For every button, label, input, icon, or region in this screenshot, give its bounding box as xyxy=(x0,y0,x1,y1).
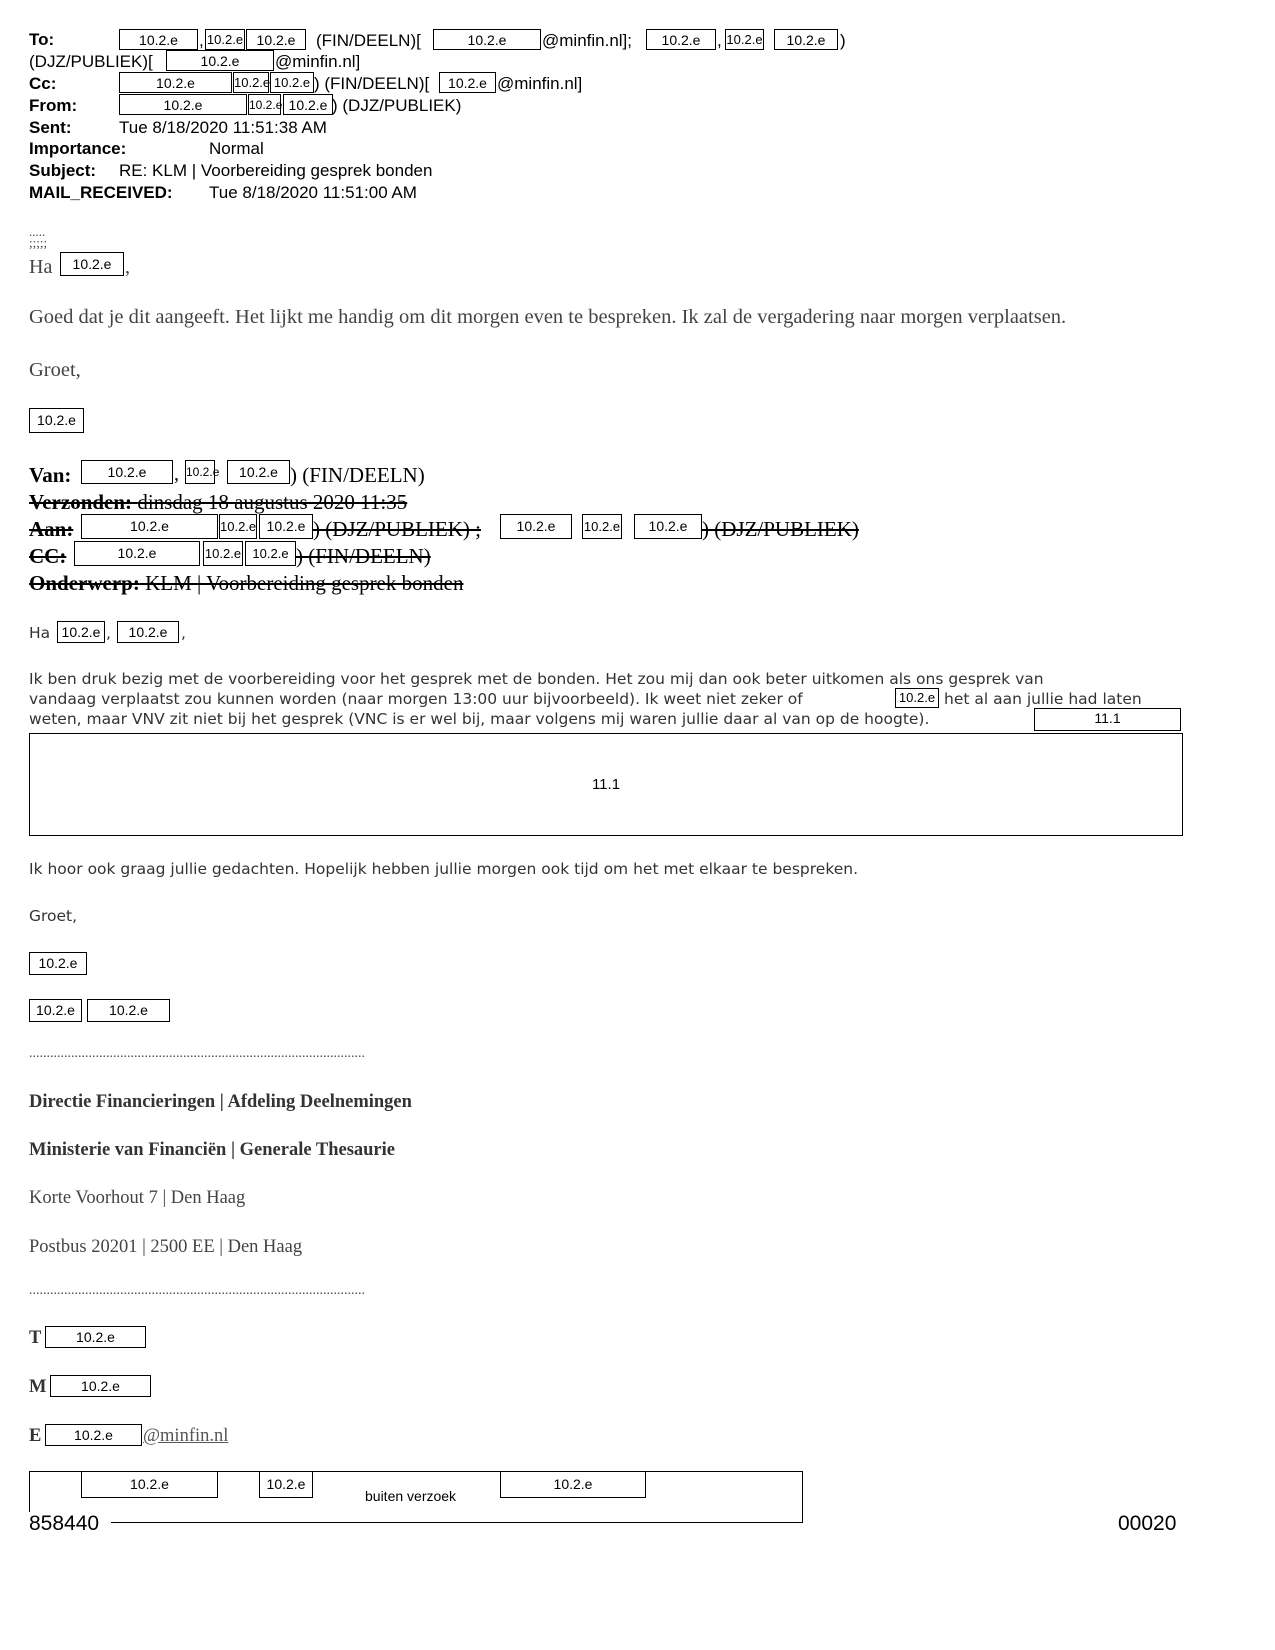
original-greeting-sep: , xyxy=(106,624,111,642)
to-sep: , xyxy=(199,31,204,50)
redaction-box: 10.2.e xyxy=(45,1326,146,1348)
redaction-box: 10.2.e xyxy=(433,29,541,50)
cc-domain: @minfin.nl] xyxy=(497,74,583,93)
redaction-box: 10.2.e xyxy=(246,29,306,50)
redaction-box: 10.2.e xyxy=(185,460,215,484)
message-line-1: Ik ben druk bezig met de voorbereiding voor het gesprek met de bonden. Het zou mij dan ook beter uitkomen als ons gesprek van xyxy=(29,670,1044,688)
redaction-box: 10.2.e xyxy=(582,514,622,539)
verzonden-row xyxy=(29,490,407,515)
signature-divider-top: ................................................................................................ xyxy=(29,1046,365,1061)
redaction-box: 10.2.e xyxy=(500,514,572,539)
redaction-box: 10.2.e xyxy=(45,1424,142,1446)
to-paren-close: ) xyxy=(840,31,846,50)
phone-label: T xyxy=(29,1328,42,1348)
verzonden-value: dinsdag 18 augustus 2020 11:35 xyxy=(137,490,408,514)
redaction-box: 10.2.e xyxy=(74,541,200,566)
page-number: 00020 xyxy=(1118,1512,1177,1535)
redaction-box: 10.2.e xyxy=(81,460,173,484)
importance-label: Importance: xyxy=(29,139,127,158)
redaction-box: 10.2.e xyxy=(87,999,170,1022)
redaction-box: 10.2.e xyxy=(119,72,232,93)
subject-value: RE: KLM | Voorbereiding gesprek bonden xyxy=(119,161,433,180)
received-label: MAIL_RECEIVED: xyxy=(29,183,173,202)
aan-org2: ) (DJZ/PUBLIEK) xyxy=(702,517,859,541)
onderwerp-row xyxy=(29,571,463,596)
redaction-box: 10.2.e xyxy=(203,541,243,566)
redaction-box: 10.2.e xyxy=(117,621,179,643)
redaction-box: 10.2.e xyxy=(50,1375,151,1397)
message-line-4: Ik hoor ook graag jullie gedachten. Hopelijk hebben jullie morgen ook tijd om het met elkaar te bespreken. xyxy=(29,860,859,878)
subject-label: Subject: xyxy=(29,161,97,180)
redaction-box: 10.2.e xyxy=(29,952,87,975)
original-greeting: Ha xyxy=(29,624,51,642)
message-closing: Groet, xyxy=(29,907,78,925)
reply-closing: Groet, xyxy=(29,359,81,381)
redaction-box: 10.2.e xyxy=(500,1471,646,1498)
redaction-box: 10.2.e xyxy=(725,29,764,50)
to-line2-org: (DJZ/PUBLIEK)[ xyxy=(29,52,153,71)
signature-dept: Directie Financieringen | Afdeling Deelnemingen xyxy=(29,1092,412,1112)
redaction-box: 10.2.e xyxy=(270,72,314,93)
redaction-box: 10.2.e xyxy=(259,1471,313,1498)
redaction-box: 10.2.e xyxy=(57,621,105,643)
cc-label: Cc: xyxy=(29,74,57,93)
to-sep2: , xyxy=(717,31,722,50)
van-label: Van: xyxy=(29,463,72,487)
header-to-row xyxy=(29,30,54,50)
forward-cc-label: CC: xyxy=(29,544,67,568)
redaction-box: 10.2.e xyxy=(227,460,290,484)
reply-body: Goed dat je dit aangeeft. Het lijkt me handig om dit morgen even te bespreken. Ik zal de vergadering naar morgen verplaatsen. xyxy=(29,306,1067,328)
message-line-3: weten, maar VNV zit niet bij het gesprek (VNC is er wel bij, maar volgens mij waren jullie daar al van op de hoogte). xyxy=(29,710,930,728)
redaction-box: 10.2.e xyxy=(29,999,82,1022)
sent-label: Sent: xyxy=(29,118,72,137)
redaction-box: 10.2.e xyxy=(119,29,198,50)
redaction-box: 11.1 xyxy=(1034,708,1181,731)
redaction-box: 10.2.e xyxy=(248,94,281,115)
redaction-block: 11.1 xyxy=(29,733,1183,836)
received-value: Tue 8/18/2020 11:51:00 AM xyxy=(209,183,417,202)
email-domain-link[interactable]: @minfin.nl xyxy=(143,1426,229,1446)
message-line-2b: het al aan jullie had laten xyxy=(944,690,1142,708)
signature-address: Korte Voorhout 7 | Den Haag xyxy=(29,1188,246,1208)
importance-value: Normal xyxy=(209,139,264,158)
verzonden-label: Verzonden: xyxy=(29,490,133,514)
to-org1: (FIN/DEELN)[ xyxy=(316,31,421,50)
van-org: ) (FIN/DEELN) xyxy=(290,463,425,487)
redaction-box: 10.2.e xyxy=(439,72,496,93)
signature-postbus: Postbus 20201 | 2500 EE | Den Haag xyxy=(29,1237,303,1257)
redaction-box: 10.2.e xyxy=(646,29,716,50)
redaction-box: 10.2.e xyxy=(119,94,247,115)
redaction-box: 10.2.e xyxy=(60,252,124,276)
redaction-box: 10.2.e xyxy=(774,29,838,50)
to-domain: @minfin.nl]; xyxy=(542,31,633,50)
from-org: ) (DJZ/PUBLIEK) xyxy=(332,96,462,115)
redaction-box: 10.2.e xyxy=(166,50,274,71)
email-label: E xyxy=(29,1426,42,1446)
onderwerp-label: Onderwerp: xyxy=(29,571,140,595)
onderwerp-value: KLM | Voorbereiding gesprek bonden xyxy=(145,571,464,595)
reply-greeting-comma: , xyxy=(125,256,130,278)
redaction-box: 10.2.e xyxy=(81,1471,218,1498)
signature-ministry: Ministerie van Financiën | Generale Thesaurie xyxy=(29,1140,395,1160)
aan-org1: ) (DJZ/PUBLIEK) ; xyxy=(313,517,481,541)
redaction-box: 10.2.e xyxy=(29,408,84,433)
redaction-box: 10.2.e xyxy=(219,514,257,539)
cc-org: ) (FIN/DEELN)[ xyxy=(314,74,430,93)
van-sep: , xyxy=(174,463,179,485)
forward-cc-org: ) (FIN/DEELN) xyxy=(296,544,431,568)
to-line2-domain: @minfin.nl] xyxy=(275,52,361,71)
signature-divider-bottom: ................................................................................................ xyxy=(29,1283,365,1298)
redaction-box: 10.2.e xyxy=(233,72,269,93)
from-label: From: xyxy=(29,96,78,115)
redaction-box: 10.2.e xyxy=(259,514,313,539)
redaction-box: 10.2.e xyxy=(205,29,245,50)
original-greeting-comma: , xyxy=(181,624,186,642)
sent-value: Tue 8/18/2020 11:51:38 AM xyxy=(119,118,327,137)
aan-label: Aan: xyxy=(29,517,74,541)
doc-number: 858440 xyxy=(29,1512,100,1535)
mobile-label: M xyxy=(29,1377,47,1397)
reply-greeting: Ha xyxy=(29,256,53,278)
buiten-verzoek-label: buiten verzoek xyxy=(365,1488,457,1504)
redaction-box: 10.2.e xyxy=(245,541,296,566)
redaction-box: 10.2.e xyxy=(895,688,939,708)
reply-dots: ..... ;;;;; xyxy=(29,224,48,250)
redaction-box: 10.2.e xyxy=(283,94,333,115)
message-line-2a: vandaag verplaatst zou kunnen worden (naar morgen 13:00 uur bijvoorbeeld). Ik weet niet zeker of xyxy=(29,690,803,708)
redaction-box: 10.2.e xyxy=(81,514,218,539)
to-label: To: xyxy=(29,30,55,49)
redaction-box: 10.2.e xyxy=(634,514,702,539)
